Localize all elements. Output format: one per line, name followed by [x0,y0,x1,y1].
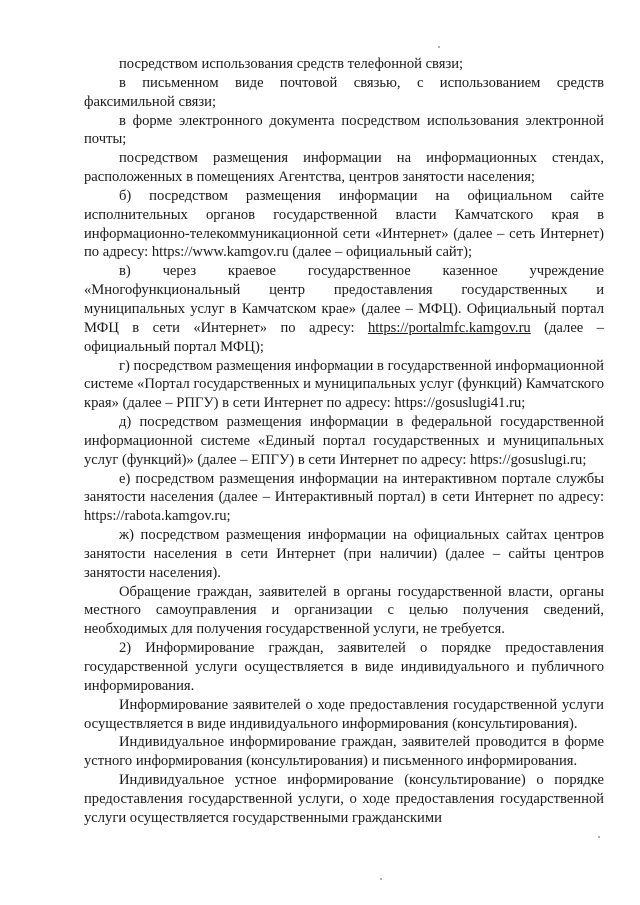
paragraph-individual-informing: Индивидуальное информирование граждан, заявителей проводится в форме устного информирования (консультирования) и письменного информирования. [84,734,604,770]
paragraph-informing: 2) Информирование граждан, заявителей о порядке предоставления государственной услуги осуществляется в виде индивидуального и публичного информирования. [84,640,604,694]
paragraph-v-mfc [84,262,604,356]
paragraph-stands: посредством размещения информации на информационных стендах, расположенных в помещениях Агентства, центров занятости населения; [84,150,604,186]
paragraph-g-rpgu: г) посредством размещения информации в государственной информационной системе «Портал государственных и муниципальных услуг (функций) Камчатского края» (далее – РПГУ) в сети Интернет по адресу: https://gosuslugi41.ru; [84,357,604,412]
paragraph-e-interactive-portal: е) посредством размещения информации на интерактивном портале службы занятости населения (далее – Интерактивный портал) в сети Интернет по адресу: https://rabota.kamgov.ru; [84,470,604,525]
scan-speck [438,46,440,48]
paragraph-phone: посредством использования средств телефонной связи; [119,56,464,72]
paragraph-email: в форме электронного документа посредством использования электронной почты; [84,112,604,148]
paragraph-zh-employment-sites: ж) посредством размещения информации на официальных сайтах центров занятости населения в сети Интернет (при наличии) (далее – сайты центров занятости населения). [84,527,604,581]
mfc-text-after: (далее – официальный портал МФЦ); [84,319,604,355]
mfc-portal-link[interactable]: https://portalmfc.kamgov.ru [367,319,531,336]
scan-speck [598,836,600,838]
scan-speck [380,878,382,880]
paragraph-progress-informing: Информирование заявителей о ходе предоставления государственной услуги осуществляется в виде индивидуального информирования (консультирования). [84,696,604,732]
paragraph-post: в письменном виде почтовой связью, с использованием средств факсимильной связи; [84,74,604,110]
paragraph-oral-consulting: Индивидуальное устное информирование (консультирование) о порядке предоставления государственной услуги, о ходе предоставления государственной услуги осуществляется государственными гражданскими [84,772,604,826]
paragraph-d-epgu: д) посредством размещения информации в федеральной государственной информационной системе «Единый портал государственных и муниципальных услуг (функций)» (далее – ЕПГУ) в сети Интернет по адресу: https://gosuslugi.ru; [84,414,604,468]
paragraph-appeal: Обращение граждан, заявителей в органы государственной власти, органы местного самоуправления и организации с целью получения сведений, необходимых для получения государственной услуги, не требуется. [84,583,604,638]
mfc-text-before: в) через краевое государственное казенное учреждение «Многофункциональный центр предоставления государственных и муниципальных услуг в Камчатском крае» (далее – МФЦ). Официальный портал МФЦ в сети «Интернет» по адресу: [84,263,604,336]
paragraph-b-official-site: б) посредством размещения информации на официальном сайте исполнительных органов государственной власти Камчатского края в информационно-телекоммуникационной сети «Интернет» (далее – сеть Интернет) по адресу: https://www.kamgov.ru (далее – официальный сайт); [84,187,604,261]
document-page [84,55,604,828]
